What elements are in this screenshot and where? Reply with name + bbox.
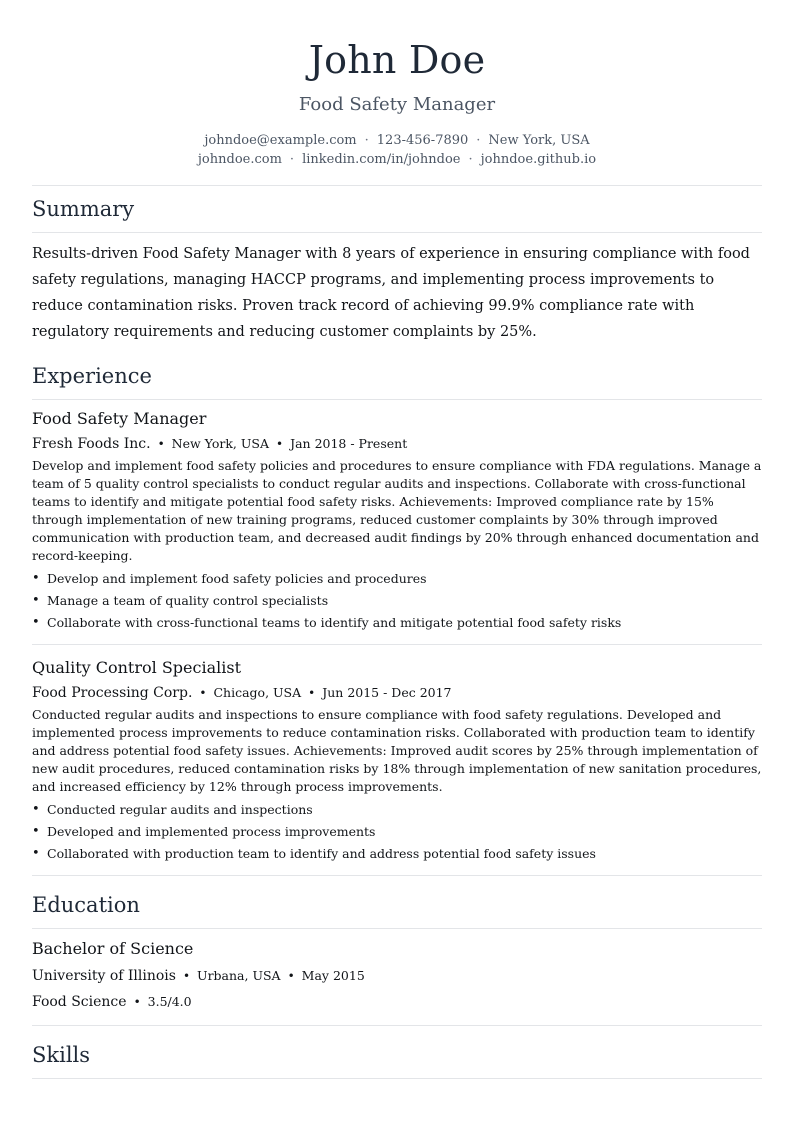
job-company: Fresh Foods Inc. <box>32 436 151 452</box>
divider <box>32 1025 762 1026</box>
separator: · <box>364 133 369 148</box>
education-field-line <box>32 992 762 1012</box>
job-title: Quality Control Specialist <box>32 658 242 677</box>
phone-text: 123-456-7890 <box>376 133 469 148</box>
job-dates: Jan 2018 - Present <box>290 436 408 451</box>
github-link[interactable]: johndoe.github.io <box>480 152 597 167</box>
job-description: Conducted regular audits and inspections to ensure compliance with food safety regulations. Developed and implemented process improvements to reduce contamination risks. Collaborated with production team to identify and address potential food safety issues. Achievements: Improved audit scores by 25% through implementation of new audit procedures, reduced contamination risks by 18% through implementation of new sanitation procedures, and increased efficiency by 12% through process improvements. <box>32 707 762 794</box>
contact-row-1 <box>32 131 762 150</box>
location-text: New York, USA <box>488 133 590 148</box>
list-item <box>32 590 762 612</box>
divider <box>32 644 762 645</box>
field-of-study: Food Science <box>32 994 127 1010</box>
website-link[interactable]: johndoe.com <box>197 152 282 167</box>
bullet-text: Manage a team of quality control specialists <box>47 593 329 608</box>
bullet-dot: • <box>32 593 40 608</box>
bullet-text: Collaborate with cross-functional teams to identify and mitigate potential food safety risks <box>47 615 622 630</box>
job-title: Food Safety Manager <box>32 409 207 428</box>
bullet-dot: • <box>32 846 40 861</box>
education-heading: Education <box>32 893 140 917</box>
bullet-separator: • <box>133 995 141 1009</box>
divider <box>32 399 762 400</box>
gpa-value: 3.5/4.0 <box>147 994 192 1009</box>
education-entry <box>32 938 762 1012</box>
email-link[interactable]: johndoe@example.com <box>204 133 357 148</box>
job-meta <box>32 683 762 703</box>
job-entry <box>32 657 762 865</box>
list-item <box>32 799 762 821</box>
separator: · <box>476 133 481 148</box>
bullet-separator: • <box>157 437 165 451</box>
bullet-separator: • <box>287 969 295 983</box>
bullet-dot: • <box>32 824 40 839</box>
divider <box>32 1078 762 1079</box>
list-item <box>32 568 762 590</box>
contact-row-2 <box>32 150 762 169</box>
job-description: Develop and implement food safety policies and procedures to ensure compliance with FDA regulations. Manage a team of 5 quality control specialists to conduct regular audits and inspections. Collaborate with cross-functional teams to identify and mitigate potential food safety risks. Achievements: Improved compliance rate by 15% through implementation of new training programs, reduced customer complaints by 30% through improved communication with production team, and decreased audit findings by 20% through enhanced documentation and record-keeping. <box>32 458 762 563</box>
job-location: New York, USA <box>171 436 269 451</box>
job-company: Food Processing Corp. <box>32 685 193 701</box>
job-dates: Jun 2015 - Dec 2017 <box>322 685 452 700</box>
bullet-text: Developed and implemented process improvements <box>47 824 376 839</box>
bullet-dot: • <box>32 615 40 630</box>
list-item <box>32 843 762 865</box>
divider <box>32 928 762 929</box>
degree-title: Bachelor of Science <box>32 939 194 958</box>
job-location: Chicago, USA <box>213 685 302 700</box>
bullet-dot: • <box>32 802 40 817</box>
school-location: Urbana, USA <box>197 968 281 983</box>
candidate-name: John Doe <box>308 38 486 82</box>
bullet-text: Conducted regular audits and inspections <box>47 802 313 817</box>
divider <box>32 875 762 876</box>
candidate-title: Food Safety Manager <box>298 94 496 115</box>
education-school-line <box>32 966 762 986</box>
list-item <box>32 612 762 634</box>
job-bullets <box>32 568 762 634</box>
summary-text: Results-driven Food Safety Manager with 8 years of experience in ensuring compliance with food safety regulations, managing HACCP programs, and implementing process improvements to reduce contamination risks. Proven track record of achieving 99.9% compliance rate with regulatory requirements and reducing customer complaints by 25%. <box>32 246 750 340</box>
experience-heading: Experience <box>32 364 152 388</box>
bullet-separator: • <box>199 686 207 700</box>
job-meta <box>32 434 762 454</box>
bullet-dot: • <box>32 571 40 586</box>
bullet-separator: • <box>276 437 284 451</box>
bullet-separator: • <box>182 969 191 983</box>
skills-heading: Skills <box>32 1043 91 1067</box>
school-name: University of Illinois <box>32 968 176 984</box>
separator: · <box>468 152 473 167</box>
job-entry <box>32 408 762 634</box>
list-item <box>32 821 762 843</box>
bullet-text: Collaborated with production team to identify and address potential food safety issues <box>47 846 596 861</box>
bullet-text: Develop and implement food safety policies and procedures <box>47 571 427 586</box>
linkedin-link[interactable]: linkedin.com/in/johndoe <box>302 152 461 167</box>
bullet-separator: • <box>308 686 316 700</box>
separator: · <box>289 152 295 167</box>
job-bullets <box>32 799 762 865</box>
graduation-date: May 2015 <box>301 968 365 983</box>
summary-heading: Summary <box>32 197 135 221</box>
